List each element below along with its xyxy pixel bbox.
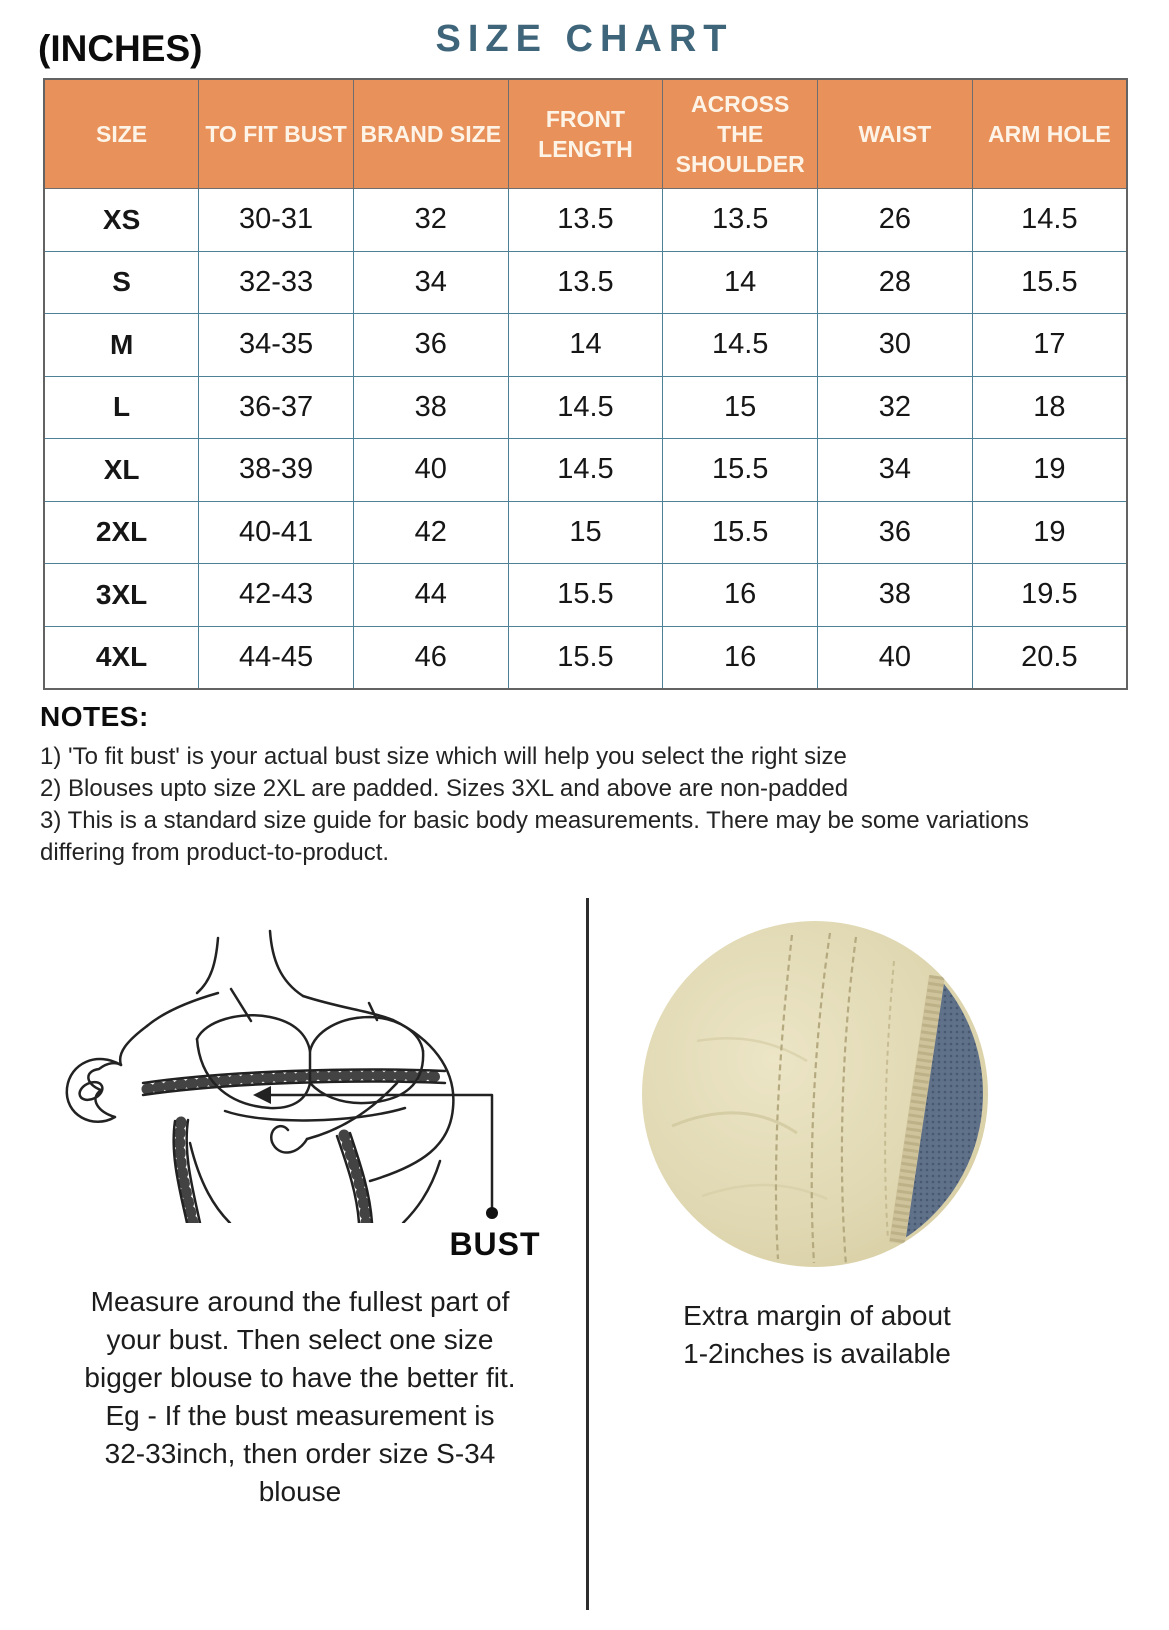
figure-hand-right bbox=[271, 1126, 307, 1152]
table-cell: 3XL bbox=[44, 564, 199, 627]
figure-torso-left bbox=[190, 1143, 230, 1223]
notes-heading: NOTES: bbox=[40, 701, 149, 732]
table-cell: 14.5 bbox=[972, 189, 1127, 252]
table-cell: 13.5 bbox=[508, 189, 663, 252]
table-cell: 19.5 bbox=[972, 564, 1127, 627]
table-cell: 15.5 bbox=[663, 439, 818, 502]
figure-underband bbox=[225, 1108, 405, 1120]
table-cell: 30-31 bbox=[199, 189, 354, 252]
table-cell: XS bbox=[44, 189, 199, 252]
table-cell: 34 bbox=[818, 439, 973, 502]
table-cell: 46 bbox=[353, 626, 508, 689]
table-cell: 17 bbox=[972, 314, 1127, 377]
table-cell: 42-43 bbox=[199, 564, 354, 627]
table-cell: 28 bbox=[818, 251, 973, 314]
table-cell: 15.5 bbox=[663, 501, 818, 564]
bust-caption-line: blouse bbox=[258, 1476, 342, 1507]
table-cell: 4XL bbox=[44, 626, 199, 689]
vertical-divider bbox=[586, 898, 589, 1610]
table-row bbox=[44, 251, 1127, 314]
margin-caption bbox=[617, 1297, 1017, 1373]
column-header-brand-size: BRAND SIZE bbox=[353, 79, 508, 189]
bust-caption-line: bigger blouse to have the better fit. bbox=[84, 1362, 516, 1393]
table-cell: 20.5 bbox=[972, 626, 1127, 689]
table-cell: 40 bbox=[353, 439, 508, 502]
units-label: (INCHES) bbox=[38, 28, 203, 69]
bust-caption-line: Eg - If the bust measurement is bbox=[105, 1400, 495, 1431]
table-row bbox=[44, 189, 1127, 252]
table-cell: 44-45 bbox=[199, 626, 354, 689]
table-cell: 2XL bbox=[44, 501, 199, 564]
table-cell: 14 bbox=[663, 251, 818, 314]
table-cell: 34-35 bbox=[199, 314, 354, 377]
table-cell: 40-41 bbox=[199, 501, 354, 564]
page-title: SIZE CHART bbox=[435, 18, 734, 60]
column-header-to-fit-bust: TO FIT BUST bbox=[199, 79, 354, 189]
table-row bbox=[44, 564, 1127, 627]
table-row bbox=[44, 501, 1127, 564]
table-cell: 36-37 bbox=[199, 376, 354, 439]
column-header-front-length: FRONT LENGTH bbox=[508, 79, 663, 189]
note-line: 2) Blouses upto size 2XL are padded. Sizes 3XL and above are non-padded bbox=[40, 775, 849, 802]
column-header-arm-hole: ARM HOLE bbox=[972, 79, 1127, 189]
table-cell: 38 bbox=[353, 376, 508, 439]
table-cell: 15.5 bbox=[972, 251, 1127, 314]
table-cell: 34 bbox=[353, 251, 508, 314]
table-cell: 15.5 bbox=[508, 626, 663, 689]
figure-neck bbox=[270, 931, 303, 996]
table-row bbox=[44, 376, 1127, 439]
margin-caption-line: Extra margin of about bbox=[683, 1300, 951, 1331]
figure-shoulder-right bbox=[303, 996, 393, 1020]
figure-hand-left bbox=[67, 1059, 121, 1122]
table-cell: 13.5 bbox=[508, 251, 663, 314]
bust-label: BUST bbox=[449, 1226, 541, 1262]
table-cell: 15.5 bbox=[508, 564, 663, 627]
table-cell: 30 bbox=[818, 314, 973, 377]
table-cell: 16 bbox=[663, 626, 818, 689]
table-cell: 32 bbox=[353, 189, 508, 252]
column-header-size: SIZE bbox=[44, 79, 199, 189]
table-cell: 32-33 bbox=[199, 251, 354, 314]
table-cell: 36 bbox=[818, 501, 973, 564]
column-header-waist: WAIST bbox=[818, 79, 973, 189]
figure-neck bbox=[197, 938, 218, 993]
figure-bra-left-cup bbox=[197, 1015, 310, 1051]
table-cell: 19 bbox=[972, 501, 1127, 564]
margin-caption-line: 1-2inches is available bbox=[683, 1338, 951, 1369]
table-cell: 16 bbox=[663, 564, 818, 627]
table-cell: XL bbox=[44, 439, 199, 502]
bust-caption-line: your bust. Then select one size bbox=[106, 1324, 494, 1355]
size-chart-table bbox=[43, 78, 1128, 690]
figure-shoulder-left bbox=[147, 993, 218, 1026]
figure-torso-right bbox=[403, 1161, 440, 1223]
table-cell: 32 bbox=[818, 376, 973, 439]
figure-bra-right-cup bbox=[310, 1017, 423, 1051]
table-row bbox=[44, 314, 1127, 377]
table-row bbox=[44, 439, 1127, 502]
note-line: 3) This is a standard size guide for basic body measurements. There may be some variations bbox=[40, 807, 1029, 834]
note-line: 1) 'To fit bust' is your actual bust size which will help you select the right size bbox=[40, 743, 847, 770]
table-cell: 18 bbox=[972, 376, 1127, 439]
table-row bbox=[44, 626, 1127, 689]
table-cell: M bbox=[44, 314, 199, 377]
bust-callout-arrowhead bbox=[253, 1086, 271, 1104]
figure-hand-left-loop bbox=[77, 1079, 106, 1104]
column-header-across-shoulder: ACROSS THE SHOULDER bbox=[663, 79, 818, 189]
table-cell: 13.5 bbox=[663, 189, 818, 252]
notes-section bbox=[40, 701, 1115, 869]
bust-callout-dot bbox=[486, 1207, 498, 1219]
table-cell: 36 bbox=[353, 314, 508, 377]
table-cell: 38 bbox=[818, 564, 973, 627]
table-cell: S bbox=[44, 251, 199, 314]
bust-caption-line: 32-33inch, then order size S-34 bbox=[104, 1438, 496, 1469]
table-cell: 14 bbox=[508, 314, 663, 377]
table-cell: 14.5 bbox=[508, 439, 663, 502]
table-cell: 40 bbox=[818, 626, 973, 689]
note-line: differing from product-to-product. bbox=[40, 839, 390, 866]
table-cell: 14.5 bbox=[508, 376, 663, 439]
table-cell: 19 bbox=[972, 439, 1127, 502]
table-cell: 26 bbox=[818, 189, 973, 252]
table-cell: 14.5 bbox=[663, 314, 818, 377]
bust-caption-line: Measure around the fullest part of bbox=[90, 1286, 510, 1317]
table-cell: 15 bbox=[663, 376, 818, 439]
table-cell: 38-39 bbox=[199, 439, 354, 502]
table-cell: L bbox=[44, 376, 199, 439]
figure-arm-left bbox=[120, 1026, 147, 1065]
table-cell: 44 bbox=[353, 564, 508, 627]
table-header-row bbox=[44, 79, 1127, 189]
table-cell: 15 bbox=[508, 501, 663, 564]
bust-measurement-illustration bbox=[25, 893, 560, 1223]
table-cell: 42 bbox=[353, 501, 508, 564]
fabric-margin-photo bbox=[642, 921, 988, 1267]
bust-caption bbox=[55, 1283, 545, 1511]
